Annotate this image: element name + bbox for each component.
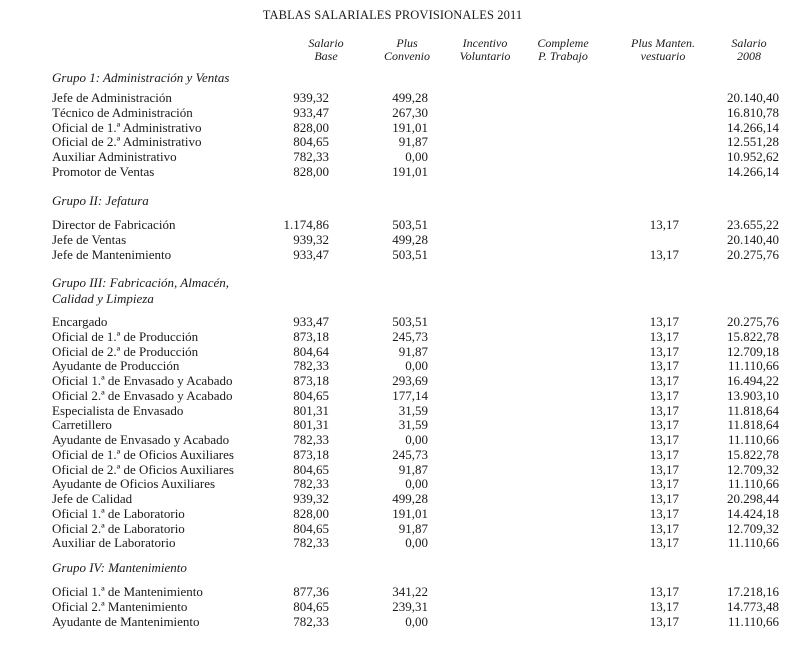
plus-mantenimiento-cell: 13,17 xyxy=(649,343,679,359)
job-title-cell: Oficial de 1.ª de Oficios Auxiliares xyxy=(52,446,234,462)
plus-mantenimiento-cell: 13,17 xyxy=(649,584,679,599)
table-row xyxy=(0,344,805,359)
salario-2008-cell: 14.773,48 xyxy=(727,598,779,614)
group-heading: Grupo IV: Mantenimiento xyxy=(52,560,187,575)
job-title-cell: Jefe de Mantenimiento xyxy=(52,246,172,262)
table-row xyxy=(0,247,805,262)
header-line: Plus Manten. xyxy=(631,36,695,50)
job-title-cell: Jefe de Administración xyxy=(52,90,172,105)
salario-base-cell: 828,00 xyxy=(293,163,329,179)
salario-2008-cell: 11.110,66 xyxy=(727,432,779,447)
salario-base-cell: 933,47 xyxy=(293,246,329,262)
plus-mantenimiento-cell: 13,17 xyxy=(649,535,679,551)
salario-base-cell: 828,00 xyxy=(293,119,329,135)
plus-convenio-cell: 91,87 xyxy=(398,461,428,477)
salario-2008-cell: 12.709,32 xyxy=(727,520,779,536)
salario-2008-cell: 20.298,44 xyxy=(727,491,779,506)
salario-2008-cell: 20.275,76 xyxy=(727,314,779,329)
table-row xyxy=(0,417,805,432)
table-row xyxy=(0,232,805,247)
salario-2008-cell: 15.822,78 xyxy=(727,446,779,462)
table-row xyxy=(0,358,805,373)
header-line: P. Trabajo xyxy=(538,49,588,63)
plus-mantenimiento-cell: 13,17 xyxy=(649,598,679,614)
job-title-cell: Oficial de 2.ª de Producción xyxy=(52,343,199,359)
job-title-cell: Ayudante de Producción xyxy=(52,358,180,374)
header-salario-2008 xyxy=(719,37,779,63)
plus-mantenimiento-cell: 13,17 xyxy=(649,613,679,629)
plus-mantenimiento-cell: 13,17 xyxy=(649,491,679,506)
table-row xyxy=(0,134,805,149)
plus-convenio-cell: 239,31 xyxy=(392,598,428,614)
salario-2008-cell: 11.818,64 xyxy=(727,402,779,418)
salario-base-cell: 804,65 xyxy=(293,387,329,403)
plus-convenio-cell: 31,59 xyxy=(398,402,428,418)
job-title-cell: Oficial de 1.ª Administrativo xyxy=(52,119,202,135)
salario-base-cell: 939,32 xyxy=(293,90,329,105)
salario-2008-cell: 11.110,66 xyxy=(727,535,779,551)
plus-convenio-cell: 0,00 xyxy=(405,613,428,629)
plus-mantenimiento-cell: 13,17 xyxy=(649,373,679,388)
header-plus-convenio xyxy=(377,37,437,63)
plus-mantenimiento-cell: 13,17 xyxy=(649,505,679,521)
header-line: Salario xyxy=(308,36,344,50)
salario-base-cell: 939,32 xyxy=(293,231,329,247)
salario-base-cell: 801,31 xyxy=(293,417,329,433)
salario-2008-cell: 11.110,66 xyxy=(727,613,779,629)
header-plus-mantenimiento xyxy=(620,37,706,63)
header-line: Compleme xyxy=(537,36,589,50)
group-heading: Grupo 1: Administración y Ventas xyxy=(52,70,230,85)
table-row xyxy=(0,217,805,232)
table-row xyxy=(0,149,805,164)
plus-convenio-cell: 0,00 xyxy=(405,476,428,492)
job-title-cell: Director de Fabricación xyxy=(52,217,176,232)
salario-2008-cell: 12.709,18 xyxy=(727,343,779,359)
plus-mantenimiento-cell: 13,17 xyxy=(649,417,679,433)
job-title-cell: Ayudante de Mantenimiento xyxy=(52,613,200,629)
table-row xyxy=(0,314,805,329)
salario-2008-cell: 11.110,66 xyxy=(727,358,779,374)
table-row xyxy=(0,90,805,105)
plus-convenio-cell: 503,51 xyxy=(392,314,428,329)
header-incentivo-voluntario xyxy=(452,37,518,63)
header-line: Salario xyxy=(731,36,767,50)
salario-base-cell: 782,33 xyxy=(293,149,329,164)
salario-base-cell: 804,65 xyxy=(293,134,329,150)
job-title-cell: Encargado xyxy=(52,314,108,329)
plus-mantenimiento-cell: 13,17 xyxy=(649,461,679,477)
plus-convenio-cell: 191,01 xyxy=(392,163,428,179)
plus-mantenimiento-cell: 13,17 xyxy=(649,446,679,462)
salario-base-cell: 782,33 xyxy=(293,476,329,492)
table-row xyxy=(0,614,805,629)
plus-convenio-cell: 0,00 xyxy=(405,432,428,447)
salario-2008-cell: 11.818,64 xyxy=(727,417,779,433)
table-row xyxy=(0,506,805,521)
salario-2008-cell: 12.709,32 xyxy=(727,461,779,477)
table-row xyxy=(0,164,805,179)
plus-convenio-cell: 245,73 xyxy=(392,328,428,344)
salario-base-cell: 804,65 xyxy=(293,461,329,477)
job-title-cell: Promotor de Ventas xyxy=(52,163,155,179)
job-title-cell: Ayudante de Oficios Auxiliares xyxy=(52,476,216,492)
job-title-cell: Especialista de Envasado xyxy=(52,402,184,418)
job-title-cell: Ayudante de Envasado y Acabado xyxy=(52,432,230,447)
job-title-cell: Oficial 1.ª de Laboratorio xyxy=(52,505,185,521)
table-row xyxy=(0,373,805,388)
salario-base-cell: 939,32 xyxy=(293,491,329,506)
salario-base-cell: 804,64 xyxy=(293,343,329,359)
plus-convenio-cell: 499,28 xyxy=(392,90,428,105)
salario-2008-cell: 15.822,78 xyxy=(727,328,779,344)
salario-2008-cell: 23.655,22 xyxy=(727,217,779,232)
plus-convenio-cell: 245,73 xyxy=(392,446,428,462)
plus-convenio-cell: 499,28 xyxy=(392,491,428,506)
table-row xyxy=(0,388,805,403)
plus-mantenimiento-cell: 13,17 xyxy=(649,314,679,329)
job-title-cell: Oficial de 2.ª de Oficios Auxiliares xyxy=(52,461,234,477)
header-salario-base xyxy=(296,37,356,63)
plus-mantenimiento-cell: 13,17 xyxy=(649,476,679,492)
salario-2008-cell: 12.551,28 xyxy=(727,134,779,150)
plus-convenio-cell: 91,87 xyxy=(398,134,428,150)
job-title-cell: Auxiliar Administrativo xyxy=(52,149,177,164)
salario-base-cell: 804,65 xyxy=(293,598,329,614)
salario-base-cell: 933,47 xyxy=(293,314,329,329)
table-row xyxy=(0,462,805,477)
header-line: vestuario xyxy=(640,49,686,63)
salario-2008-cell: 16.810,78 xyxy=(727,104,779,120)
job-title-cell: Auxiliar de Laboratorio xyxy=(52,535,176,551)
group-heading: Grupo III: Fabricación, Almacén, xyxy=(52,275,230,290)
header-line: Voluntario xyxy=(459,49,511,63)
header-line: Incentivo xyxy=(462,36,508,50)
salario-base-cell: 801,31 xyxy=(293,402,329,418)
salario-2008-cell: 20.140,40 xyxy=(727,90,779,105)
salario-base-cell: 782,33 xyxy=(293,613,329,629)
job-title-cell: Oficial 1.ª de Mantenimiento xyxy=(52,584,203,599)
salario-2008-cell: 16.494,22 xyxy=(727,373,779,388)
job-title-cell: Técnico de Administración xyxy=(52,104,193,120)
plus-mantenimiento-cell: 13,17 xyxy=(649,328,679,344)
job-title-cell: Oficial 1.ª de Envasado y Acabado xyxy=(52,373,233,388)
plus-convenio-cell: 0,00 xyxy=(405,149,428,164)
plus-convenio-cell: 503,51 xyxy=(392,217,428,232)
table-row xyxy=(0,447,805,462)
group-heading: Grupo II: Jefatura xyxy=(52,193,149,208)
plus-mantenimiento-cell: 13,17 xyxy=(649,217,679,232)
salario-base-cell: 804,65 xyxy=(293,520,329,536)
plus-convenio-cell: 31,59 xyxy=(398,417,428,433)
job-title-cell: Oficial de 1.ª de Producción xyxy=(52,328,199,344)
plus-convenio-cell: 191,01 xyxy=(392,505,428,521)
salario-base-cell: 873,18 xyxy=(293,446,329,462)
salario-2008-cell: 14.424,18 xyxy=(727,505,779,521)
table-row xyxy=(0,535,805,550)
header-line: Base xyxy=(314,49,338,63)
plus-mantenimiento-cell: 13,17 xyxy=(649,520,679,536)
table-row xyxy=(0,329,805,344)
plus-convenio-cell: 91,87 xyxy=(398,343,428,359)
header-complemento-puesto xyxy=(528,37,598,63)
header-line: Plus xyxy=(396,36,418,50)
plus-convenio-cell: 177,14 xyxy=(392,387,428,403)
job-title-cell: Oficial 2.ª de Envasado y Acabado xyxy=(52,387,233,403)
salario-2008-cell: 13.903,10 xyxy=(727,387,779,403)
table-row xyxy=(0,599,805,614)
document-title: TABLAS SALARIALES PROVISIONALES 2011 xyxy=(262,8,523,22)
plus-convenio-cell: 0,00 xyxy=(405,535,428,551)
job-title-cell: Carretillero xyxy=(52,417,112,433)
plus-convenio-cell: 341,22 xyxy=(392,584,428,599)
plus-mantenimiento-cell: 13,17 xyxy=(649,387,679,403)
salario-base-cell: 877,36 xyxy=(293,584,329,599)
job-title-cell: Oficial de 2.ª Administrativo xyxy=(52,134,202,150)
salario-base-cell: 1.174,86 xyxy=(283,217,329,232)
salario-2008-cell: 14.266,14 xyxy=(727,119,779,135)
group-heading: Calidad y Limpieza xyxy=(52,291,154,306)
plus-convenio-cell: 267,30 xyxy=(392,104,428,120)
table-row xyxy=(0,521,805,536)
job-title-cell: Oficial 2.ª Mantenimiento xyxy=(52,598,188,614)
salario-2008-cell: 20.140,40 xyxy=(727,231,779,247)
plus-convenio-cell: 91,87 xyxy=(398,520,428,536)
plus-mantenimiento-cell: 13,17 xyxy=(649,402,679,418)
plus-mantenimiento-cell: 13,17 xyxy=(649,358,679,374)
salario-2008-cell: 10.952,62 xyxy=(727,149,779,164)
table-row xyxy=(0,491,805,506)
plus-convenio-cell: 191,01 xyxy=(392,119,428,135)
plus-convenio-cell: 503,51 xyxy=(392,246,428,262)
table-row xyxy=(0,584,805,599)
table-row xyxy=(0,105,805,120)
table-row xyxy=(0,476,805,491)
header-line: 2008 xyxy=(737,49,761,63)
salario-base-cell: 873,18 xyxy=(293,373,329,388)
plus-mantenimiento-cell: 13,17 xyxy=(649,246,679,262)
salario-base-cell: 782,33 xyxy=(293,535,329,551)
header-line: Convenio xyxy=(384,49,430,63)
table-row xyxy=(0,432,805,447)
salario-base-cell: 782,33 xyxy=(293,432,329,447)
salario-2008-cell: 17.218,16 xyxy=(727,584,779,599)
salario-2008-cell: 20.275,76 xyxy=(727,246,779,262)
plus-convenio-cell: 293,69 xyxy=(392,373,428,388)
job-title-cell: Jefe de Calidad xyxy=(52,491,133,506)
plus-mantenimiento-cell: 13,17 xyxy=(649,432,679,447)
salario-base-cell: 873,18 xyxy=(293,328,329,344)
table-row xyxy=(0,120,805,135)
job-title-cell: Jefe de Ventas xyxy=(52,231,127,247)
salario-base-cell: 933,47 xyxy=(293,104,329,120)
plus-convenio-cell: 499,28 xyxy=(392,231,428,247)
salario-2008-cell: 14.266,14 xyxy=(727,163,779,179)
salario-base-cell: 782,33 xyxy=(293,358,329,374)
plus-convenio-cell: 0,00 xyxy=(405,358,428,374)
salario-base-cell: 828,00 xyxy=(293,505,329,521)
job-title-cell: Oficial 2.ª de Laboratorio xyxy=(52,520,185,536)
salario-2008-cell: 11.110,66 xyxy=(727,476,779,492)
table-row xyxy=(0,403,805,418)
